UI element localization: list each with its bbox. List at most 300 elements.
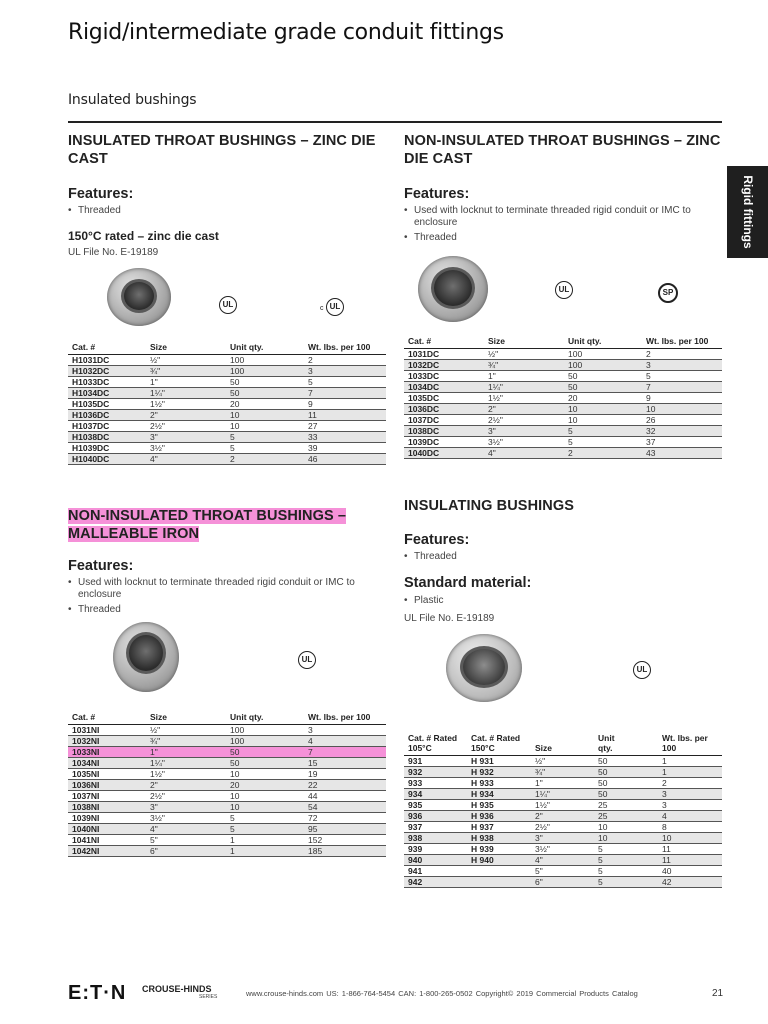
table-cell: 20 (226, 399, 304, 410)
col-wt: Wt. lbs. per 100 (642, 336, 722, 349)
table-cell: 1033DC (404, 371, 484, 382)
material-list (404, 595, 722, 607)
table-row (68, 443, 386, 454)
table-cell: 10 (594, 833, 658, 844)
table-row (404, 844, 722, 855)
table-row (68, 410, 386, 421)
table-cell: 42 (658, 877, 722, 888)
page-title: Rigid/intermediate grade conduit fittings (68, 20, 504, 45)
table-cell: H 938 (467, 833, 531, 844)
table-row (404, 811, 722, 822)
table-row (404, 382, 722, 393)
table-cell: 1¼" (484, 382, 564, 393)
table-cell: 3" (531, 833, 594, 844)
table-cell: 3 (642, 360, 722, 371)
table-cell: 185 (304, 846, 386, 857)
table-cell: 100 (226, 725, 304, 736)
table-cell: 10 (564, 415, 642, 426)
table-cell: 1036DC (404, 404, 484, 415)
table-cell: 10 (594, 822, 658, 833)
section-noninsulated-throat-zinc (404, 132, 722, 247)
table-row (404, 360, 722, 371)
table-cell: 938 (404, 833, 467, 844)
col-size: Size (146, 712, 226, 725)
table-cell: 1037DC (404, 415, 484, 426)
table-cell: 4" (146, 454, 226, 465)
table-cell: 10 (642, 404, 722, 415)
table-cell: 1032NI (68, 736, 146, 747)
table-cell: 22 (304, 780, 386, 791)
table-cell: 2½" (484, 415, 564, 426)
table-cell: 100 (226, 736, 304, 747)
table-cell: H 935 (467, 800, 531, 811)
table-cell: 1038NI (68, 802, 146, 813)
ul-listed-icon: UL (298, 651, 316, 669)
table-row (68, 758, 386, 769)
features-list (68, 577, 378, 616)
ul-listed-icon: UL (633, 661, 651, 679)
table-cell: 1042NI (68, 846, 146, 857)
section-heading: INSULATED THROAT BUSHINGS – ZINC DIE CAST (68, 133, 376, 167)
table-cell: H1036DC (68, 410, 146, 421)
table-cell: 39 (304, 443, 386, 454)
section-insulated-throat-zinc (68, 132, 378, 258)
cul-prefix: c (320, 305, 324, 312)
table-cell: 50 (594, 756, 658, 767)
table-cell: 1 (226, 835, 304, 846)
table-row (68, 399, 386, 410)
table-cell: 5" (531, 866, 594, 877)
table-row (68, 813, 386, 824)
ul-listed-icon: UL (555, 281, 573, 299)
table-cell: 10 (226, 410, 304, 421)
table-cell: H 937 (467, 822, 531, 833)
table-row (68, 454, 386, 465)
section-heading-line1: NON-INSULATED THROAT BUSHINGS – (68, 508, 347, 524)
table-cell: 9 (304, 399, 386, 410)
table-cell: 935 (404, 800, 467, 811)
table-cell: 43 (642, 448, 722, 459)
table-cell: 2" (146, 410, 226, 421)
table-cell: 8 (658, 822, 722, 833)
table-cell: 3" (146, 432, 226, 443)
table-cell: H 940 (467, 855, 531, 866)
table-cell: 5 (594, 866, 658, 877)
table-cell: H 931 (467, 756, 531, 767)
footer-contact: www.crouse-hinds.com US: 1-866-764-5454 CAN: 1-800-265-0502 Copyright© 2019 Commercial Products Catalog (246, 989, 638, 998)
table-cell: 1031NI (68, 725, 146, 736)
table-cell: H1038DC (68, 432, 146, 443)
table-cell: 15 (304, 758, 386, 769)
material-item: • Plastic (404, 595, 722, 607)
table-cell: 3 (304, 366, 386, 377)
table-row (68, 366, 386, 377)
table-row (404, 448, 722, 459)
table-cell: 3 (304, 725, 386, 736)
table-row (404, 426, 722, 437)
table-cell: 2½" (531, 822, 594, 833)
table-cell: 50 (226, 747, 304, 758)
features-label: Features: (68, 558, 134, 574)
table-row (404, 756, 722, 767)
col-qty: Unit qty. (594, 733, 658, 756)
features-list (404, 551, 722, 563)
table-cell: 1¼" (146, 758, 226, 769)
table-cell: 932 (404, 767, 467, 778)
table-cell: 1032DC (404, 360, 484, 371)
rating: 150°C rated – zinc die cast (68, 229, 219, 243)
col-qty: Unit qty. (226, 712, 304, 725)
table-row (404, 767, 722, 778)
table-cell: 7 (304, 747, 386, 758)
table-cell: 4 (304, 736, 386, 747)
table-cell: H1033DC (68, 377, 146, 388)
table-cell: 931 (404, 756, 467, 767)
table-cell: 1034DC (404, 382, 484, 393)
table-cell: 2" (484, 404, 564, 415)
table-cell: 4" (531, 855, 594, 866)
table-row (68, 846, 386, 857)
table-cell: 3 (658, 789, 722, 800)
table-cell: 50 (594, 767, 658, 778)
table-cell: 1" (484, 371, 564, 382)
table-cell: 1035NI (68, 769, 146, 780)
table-cell: 2½" (146, 421, 226, 432)
table-cell: 2 (658, 778, 722, 789)
features-label: Features: (404, 532, 470, 548)
table-cell: H 932 (467, 767, 531, 778)
table-cell: 26 (642, 415, 722, 426)
col-qty: Unit qty. (564, 336, 642, 349)
col-wt: Wt. lbs. per 100 (304, 712, 386, 725)
table-cell: 7 (642, 382, 722, 393)
table-cell: ¾" (531, 767, 594, 778)
table-cell: ¾" (146, 736, 226, 747)
col-cat-150: Cat. # Rated 150°C (467, 733, 531, 756)
table-row (68, 736, 386, 747)
table-cell: 1 (658, 767, 722, 778)
section-noninsulated-malleable (68, 507, 386, 619)
table-cell: 1040NI (68, 824, 146, 835)
table-cell: 1039NI (68, 813, 146, 824)
side-tab (727, 166, 768, 258)
table-cell: 3½" (146, 443, 226, 454)
table-cell: 33 (304, 432, 386, 443)
table-cell: 3½" (531, 844, 594, 855)
table-row (404, 437, 722, 448)
ul-file: UL File No. E-19189 (68, 247, 159, 258)
section-insulating-bushings (404, 497, 722, 624)
table-row (404, 866, 722, 877)
table-row (68, 432, 386, 443)
table-cell: 25 (594, 811, 658, 822)
table-cell: 11 (304, 410, 386, 421)
table-row (68, 802, 386, 813)
table-cell: 1 (226, 846, 304, 857)
feature-item: • Used with locknut to terminate threaded rigid conduit or IMC to enclosure (68, 577, 378, 601)
table-cell: 1¼" (531, 789, 594, 800)
table-noninsulated-zinc (404, 336, 722, 459)
table-cell: H 936 (467, 811, 531, 822)
feature-item: • Threaded (68, 604, 378, 616)
table-row (68, 835, 386, 846)
table-cell: 1½" (146, 399, 226, 410)
table-cell: ¾" (146, 366, 226, 377)
table-cell: 1039DC (404, 437, 484, 448)
table-cell: 942 (404, 877, 467, 888)
table-cell: 152 (304, 835, 386, 846)
table-row (404, 415, 722, 426)
table-cell: ½" (146, 355, 226, 366)
table-cell: 1" (146, 377, 226, 388)
table-cell: H1035DC (68, 399, 146, 410)
feature-item: • Used with locknut to terminate threaded rigid conduit or IMC to enclosure (404, 205, 714, 229)
table-cell: 95 (304, 824, 386, 835)
table-cell: 50 (594, 789, 658, 800)
table-cell: H1032DC (68, 366, 146, 377)
table-cell: 100 (226, 355, 304, 366)
table-row (68, 377, 386, 388)
table-cell: 3½" (484, 437, 564, 448)
table-cell: 1½" (484, 393, 564, 404)
table-cell: H1034DC (68, 388, 146, 399)
table-cell: 6" (146, 846, 226, 857)
side-tab-label: Rigid fittings (740, 175, 755, 249)
table-cell: 7 (304, 388, 386, 399)
table-cell: 1 (658, 756, 722, 767)
table-cell: 27 (304, 421, 386, 432)
section-heading: INSULATING BUSHINGS (404, 498, 574, 514)
table-row (404, 371, 722, 382)
page-subtitle: Insulated bushings (68, 92, 197, 108)
table-row (404, 877, 722, 888)
table-cell: 5" (146, 835, 226, 846)
table-cell: 1036NI (68, 780, 146, 791)
table-cell: 50 (226, 388, 304, 399)
table-cell: 1037NI (68, 791, 146, 802)
table-cell: 1041NI (68, 835, 146, 846)
table-cell: 11 (658, 855, 722, 866)
col-wt: Wt. lbs. per 100 (658, 733, 722, 756)
table-cell: 1034NI (68, 758, 146, 769)
table-row (404, 349, 722, 360)
table-cell: 10 (226, 769, 304, 780)
table-cell: 2 (226, 454, 304, 465)
table-cell: 100 (564, 349, 642, 360)
table-cell: H1031DC (68, 355, 146, 366)
table-cell: 2" (531, 811, 594, 822)
table-cell: 5 (226, 443, 304, 454)
table-cell: 2" (146, 780, 226, 791)
table-row (68, 791, 386, 802)
table-cell: ½" (531, 756, 594, 767)
table-cell: ¾" (484, 360, 564, 371)
table-cell: 40 (658, 866, 722, 877)
table-row (404, 789, 722, 800)
eaton-logo: E:T·N (68, 982, 127, 1004)
feature-item: • Threaded (404, 551, 722, 563)
table-cell: 1031DC (404, 349, 484, 360)
table-cell: 10 (226, 802, 304, 813)
table-malleable (68, 712, 386, 857)
table-cell: 20 (226, 780, 304, 791)
table-cell: 5 (594, 844, 658, 855)
table-cell: 32 (642, 426, 722, 437)
table-cell: 1038DC (404, 426, 484, 437)
table-cell: 25 (594, 800, 658, 811)
table-cell: 72 (304, 813, 386, 824)
table-row (68, 388, 386, 399)
features-label: Features: (404, 186, 470, 202)
table-cell: 10 (564, 404, 642, 415)
table-cell: H 939 (467, 844, 531, 855)
table-cell: ½" (146, 725, 226, 736)
features-label: Features: (68, 186, 134, 202)
col-wt: Wt. lbs. per 100 (304, 342, 386, 355)
features-list (68, 205, 378, 217)
table-cell: 5 (226, 432, 304, 443)
title-rule (68, 121, 722, 123)
table-cell: 1¼" (146, 388, 226, 399)
cul-listed-icon: UL (326, 298, 344, 316)
table-row (404, 822, 722, 833)
table-cell: 50 (226, 758, 304, 769)
table-cell: 50 (564, 371, 642, 382)
table-row (68, 780, 386, 791)
table-row (68, 769, 386, 780)
table-cell: 5 (564, 426, 642, 437)
table-cell: 933 (404, 778, 467, 789)
col-qty: Unit qty. (226, 342, 304, 355)
ul-listed-icon: UL (219, 296, 237, 314)
table-cell: 20 (564, 393, 642, 404)
table-cell: 5 (304, 377, 386, 388)
table-cell: 940 (404, 855, 467, 866)
col-cat-105: Cat. # Rated 105°C (404, 733, 467, 756)
table-row (68, 421, 386, 432)
table-cell: 100 (564, 360, 642, 371)
table-cell: 5 (594, 855, 658, 866)
table-insulated-zinc (68, 342, 386, 465)
table-cell: H1037DC (68, 421, 146, 432)
table-cell: 5 (564, 437, 642, 448)
table-cell: 10 (226, 421, 304, 432)
col-cat: Cat. # (404, 336, 484, 349)
table-cell: H1040DC (68, 454, 146, 465)
features-list (404, 205, 714, 244)
table-row (404, 800, 722, 811)
ul-file: UL File No. E-19189 (404, 613, 495, 624)
table-cell: 2 (564, 448, 642, 459)
table-cell: 46 (304, 454, 386, 465)
col-size: Size (531, 733, 594, 756)
table-cell: 50 (594, 778, 658, 789)
table-cell: 5 (642, 371, 722, 382)
table-cell: 6" (531, 877, 594, 888)
table-row (68, 725, 386, 736)
table-cell: 2 (304, 355, 386, 366)
table-cell: 10 (226, 791, 304, 802)
table-cell: 4" (484, 448, 564, 459)
feature-item: • Threaded (68, 205, 378, 217)
table-row (68, 747, 386, 758)
table-cell: 3" (146, 802, 226, 813)
feature-item: • Threaded (404, 232, 714, 244)
table-cell: 4 (658, 811, 722, 822)
table-cell: H 934 (467, 789, 531, 800)
table-cell: 1035DC (404, 393, 484, 404)
table-cell (467, 877, 531, 888)
table-cell: 3 (658, 800, 722, 811)
table-cell: 37 (642, 437, 722, 448)
table-row (68, 355, 386, 366)
section-heading-line2: MALLEABLE IRON (68, 526, 200, 542)
table-cell: 1½" (531, 800, 594, 811)
table-cell: 11 (658, 844, 722, 855)
table-cell: ½" (484, 349, 564, 360)
section-heading (68, 507, 386, 543)
table-cell: 3" (484, 426, 564, 437)
col-cat: Cat. # (68, 712, 146, 725)
table-cell: 2 (642, 349, 722, 360)
table-cell: 5 (226, 824, 304, 835)
table-cell: 10 (658, 833, 722, 844)
table-cell: 1040DC (404, 448, 484, 459)
table-cell: 54 (304, 802, 386, 813)
page-number: 21 (712, 988, 724, 999)
col-size: Size (484, 336, 564, 349)
table-cell: 1033NI (68, 747, 146, 758)
section-heading: NON-INSULATED THROAT BUSHINGS – ZINC DIE CAST (404, 133, 721, 167)
col-size: Size (146, 342, 226, 355)
table-cell: 50 (564, 382, 642, 393)
table-cell (467, 866, 531, 877)
table-insulating (404, 733, 722, 888)
table-cell: 5 (594, 877, 658, 888)
table-cell: 941 (404, 866, 467, 877)
material-label: Standard material: (404, 575, 532, 591)
csa-certified-icon: SP (658, 283, 678, 303)
table-cell: 50 (226, 377, 304, 388)
table-cell: 934 (404, 789, 467, 800)
table-row (404, 393, 722, 404)
table-cell: 44 (304, 791, 386, 802)
table-cell: 19 (304, 769, 386, 780)
table-cell: H1039DC (68, 443, 146, 454)
table-cell: 5 (226, 813, 304, 824)
table-cell: 937 (404, 822, 467, 833)
table-cell: 939 (404, 844, 467, 855)
table-cell: 1" (531, 778, 594, 789)
table-cell: 100 (226, 366, 304, 377)
table-cell: 1" (146, 747, 226, 758)
table-row (404, 833, 722, 844)
col-cat: Cat. # (68, 342, 146, 355)
table-cell: 4" (146, 824, 226, 835)
table-cell: 3½" (146, 813, 226, 824)
footer-brand: CROUSE-HINDS (142, 984, 212, 994)
table-cell: H 933 (467, 778, 531, 789)
table-row (404, 404, 722, 415)
table-cell: 9 (642, 393, 722, 404)
table-cell: 1½" (146, 769, 226, 780)
table-row (404, 778, 722, 789)
table-cell: 936 (404, 811, 467, 822)
table-row (68, 824, 386, 835)
table-cell: 2½" (146, 791, 226, 802)
table-row (404, 855, 722, 866)
footer-series: SERIES (199, 994, 218, 1000)
